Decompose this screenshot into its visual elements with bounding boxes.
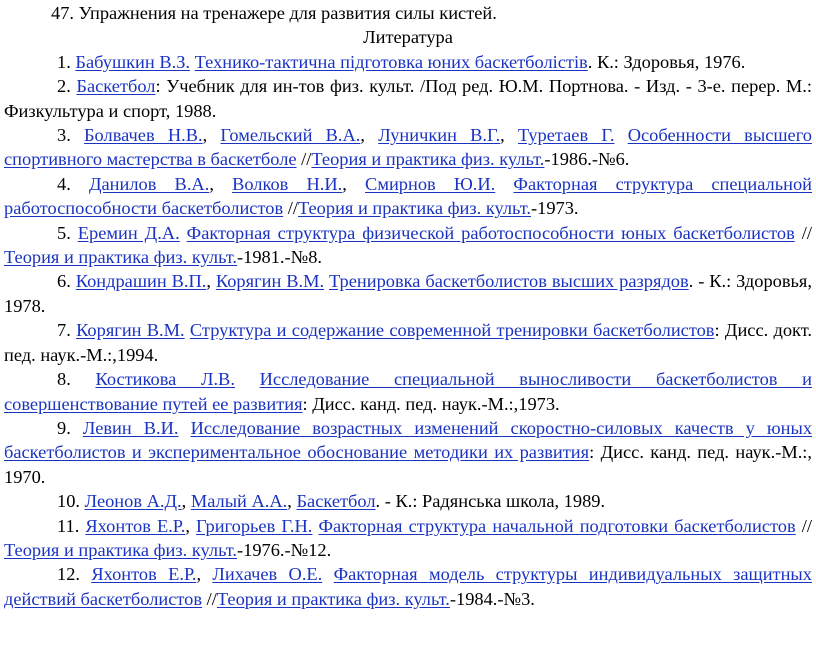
reference-link[interactable]: Корягин В.М. bbox=[215, 271, 325, 292]
reference-link[interactable]: Особенности высшего спортивного мастерства в баскетболе bbox=[4, 125, 812, 170]
reference-text bbox=[235, 369, 260, 389]
section-title: Литература bbox=[363, 27, 453, 48]
reference-link[interactable]: Факторная структура начальной подготовки баскетболистов bbox=[318, 515, 796, 536]
reference-link[interactable]: Факторная модель структуры индивидуальных защитных действий баскетболистов bbox=[4, 564, 812, 609]
reference-entry bbox=[4, 562, 812, 611]
reference-link[interactable]: Леонов А.Д. bbox=[84, 491, 182, 512]
reference-entry bbox=[4, 123, 812, 172]
reference-text: . - К.: Радянська школа, 1989. bbox=[375, 491, 606, 512]
reference-number: 10. bbox=[57, 491, 85, 512]
reference-text: // bbox=[794, 222, 812, 243]
reference-text: -1984.-№3. bbox=[449, 588, 535, 609]
reference-number: 5. bbox=[57, 222, 78, 243]
reference-link[interactable]: Структура и содержание современной тренировки баскетболистов bbox=[189, 320, 715, 341]
reference-text: : Дисс. докт. пед. наук.-М.:,1994. bbox=[4, 320, 812, 365]
reference-link[interactable]: Корягин В.М. bbox=[76, 320, 185, 341]
reference-text: -1981.-№8. bbox=[237, 247, 322, 268]
reference-text: // bbox=[283, 198, 298, 219]
reference-link[interactable]: Теория и практика физ. культ. bbox=[4, 539, 238, 560]
reference-entry bbox=[4, 50, 812, 74]
reference-text bbox=[180, 223, 187, 243]
reference-text bbox=[322, 564, 333, 584]
reference-link[interactable]: Луничкин В.Г. bbox=[378, 125, 501, 146]
reference-text: , bbox=[185, 515, 197, 536]
reference-link[interactable]: Теория и практика физ. культ. bbox=[4, 247, 238, 268]
reference-text: // bbox=[202, 588, 217, 609]
reference-number: 8. bbox=[57, 369, 96, 390]
reference-link[interactable]: Исследование специальной выносливости баскетболистов и совершенствование путей ее развития bbox=[4, 369, 812, 414]
reference-link[interactable]: Яхонтов Е.Р. bbox=[85, 515, 186, 536]
reference-link[interactable]: Бабушкин В.З. bbox=[75, 51, 191, 72]
reference-link[interactable]: Тренировка баскетболистов высших разрядов bbox=[329, 271, 689, 292]
reference-number: 9. bbox=[57, 417, 83, 438]
reference-entry bbox=[4, 269, 812, 318]
reference-entry bbox=[4, 416, 812, 489]
reference-link[interactable]: Теория и практика физ. культ. bbox=[297, 198, 531, 219]
reference-number: 4. bbox=[57, 173, 89, 194]
reference-entry bbox=[4, 489, 812, 513]
reference-link[interactable]: Болвачев Н.В. bbox=[84, 125, 203, 146]
reference-text: : Дисс. канд. пед. наук.-М.:,1973. bbox=[302, 393, 560, 414]
reference-text: , bbox=[196, 564, 213, 585]
reference-text: , bbox=[360, 125, 379, 146]
reference-text: . - К.: Здоровья, 1978. bbox=[4, 271, 812, 316]
reference-number: 7. bbox=[57, 320, 77, 341]
reference-link[interactable]: Яхонтов Е.Р. bbox=[91, 564, 197, 585]
reference-text: // bbox=[296, 149, 312, 170]
reference-link[interactable]: Туретаев Г. bbox=[517, 125, 615, 146]
reference-link[interactable]: Факторная структура специальной работоспособности баскетболистов bbox=[4, 173, 813, 219]
reference-link[interactable]: Теория и практика физ. культ. bbox=[311, 149, 545, 170]
reference-text: -1973. bbox=[531, 198, 579, 219]
reference-text: : Учебник для ин-тов физ. культ. /Под ред. Ю.М. Портнова. - Изд. - 3-е. перер. М.: Физкультура и спорт, 1988. bbox=[4, 76, 812, 121]
reference-entry bbox=[4, 172, 812, 221]
reference-text bbox=[495, 174, 513, 194]
reference-text: , bbox=[287, 491, 297, 512]
reference-link[interactable]: Факторная структура физической работоспособности юных баскетболистов bbox=[186, 222, 795, 243]
reference-link[interactable]: Костикова Л.В. bbox=[95, 369, 235, 390]
reference-list bbox=[4, 50, 812, 611]
reference-number: 6. bbox=[57, 271, 76, 292]
reference-text: . К.: Здоровья, 1976. bbox=[587, 51, 746, 72]
reference-entry bbox=[4, 514, 812, 563]
reference-text: -1986.-№6. bbox=[544, 149, 630, 170]
reference-text bbox=[179, 418, 191, 438]
reference-text: , bbox=[342, 173, 366, 194]
reference-link[interactable]: Малый А.А. bbox=[190, 491, 288, 512]
reference-link[interactable]: Волков Н.И. bbox=[232, 173, 343, 194]
reference-link[interactable]: Лихачев О.Е. bbox=[212, 564, 323, 585]
reference-link[interactable]: Баскетбол bbox=[296, 491, 376, 512]
reference-link[interactable]: Смирнов Ю.И. bbox=[365, 173, 496, 194]
reference-number: 12. bbox=[57, 564, 92, 585]
reference-number: 2. bbox=[57, 76, 77, 97]
reference-text bbox=[614, 125, 627, 145]
reference-link[interactable]: Кондрашин В.П. bbox=[75, 271, 207, 292]
exercise-line: 47. Упражнения на тренажере для развития силы кистей. bbox=[51, 3, 497, 23]
reference-text: , bbox=[202, 125, 221, 146]
reference-text: -1976.-№12. bbox=[237, 539, 332, 560]
reference-link[interactable]: Технико-тактична підготовка юних баскетболістів bbox=[194, 51, 588, 72]
reference-number: 1. bbox=[57, 51, 76, 72]
reference-text: , bbox=[209, 173, 233, 194]
reference-link[interactable]: Исследование возрастных изменений скоростно-силовых качеств у юных баскетболистов и экспериментальное обоснование методики их развития bbox=[4, 417, 813, 463]
reference-link[interactable]: Еремин Д.А. bbox=[77, 222, 180, 243]
reference-link[interactable]: Баскетбол bbox=[76, 76, 156, 97]
reference-text: , bbox=[181, 491, 191, 512]
reference-text: : Дисс. канд. пед. наук.-М.:, 1970. bbox=[4, 442, 812, 487]
reference-link[interactable]: Григорьев Г.Н. bbox=[196, 515, 313, 536]
reference-link[interactable]: Левин В.И. bbox=[82, 417, 179, 438]
reference-number: 3. bbox=[57, 125, 84, 146]
reference-text: , bbox=[206, 271, 216, 292]
reference-text: , bbox=[500, 125, 518, 146]
reference-number: 11. bbox=[57, 515, 86, 536]
reference-entry bbox=[4, 318, 812, 367]
reference-link[interactable]: Теория и практика физ. культ. bbox=[216, 588, 450, 609]
reference-entry bbox=[4, 367, 812, 416]
reference-entry bbox=[4, 74, 812, 123]
reference-text: // bbox=[795, 515, 812, 536]
reference-entry bbox=[4, 221, 812, 270]
reference-link[interactable]: Гомельский В.А. bbox=[220, 125, 361, 146]
reference-link[interactable]: Данилов В.А. bbox=[88, 173, 210, 194]
